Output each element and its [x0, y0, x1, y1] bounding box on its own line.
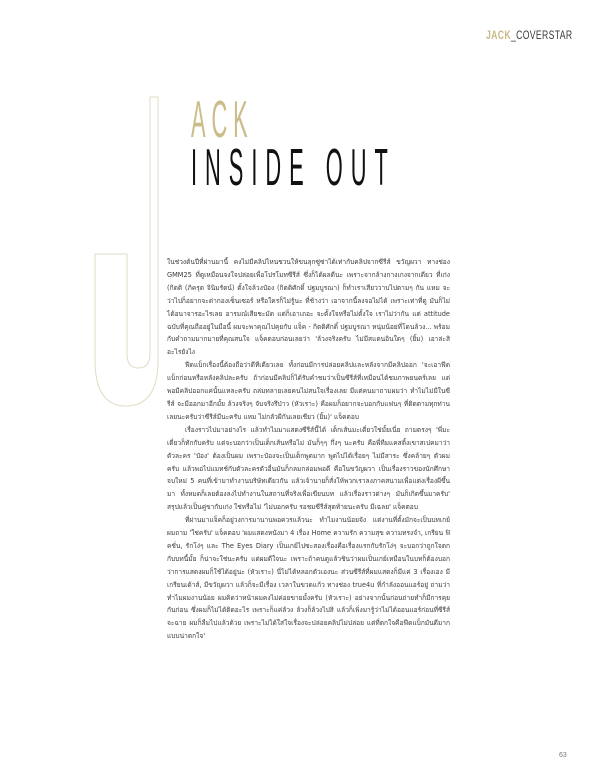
title-line-inside-out: INSIDE OUT: [191, 139, 396, 197]
section-label: [486, 28, 573, 42]
section-label-rest: _COVERSTAR: [510, 28, 573, 42]
article-paragraph: ฟีดแบ็กเรื่องนี้ต้องถือว่าดีทีเดียวเลย ทั้งก่อนมีการปล่อยคลิปและหลังจากมีคลิปออก 'จะเอาฟีดแบ็กก่อนหรือหลังคลิปละครับ ถ้าก่อนมีคลิปก็ได้รับคำชมว่าเป็นซีรีส์ที่เหมือนได้ชมภาพยนตร์เลย แต่พอมีคลิปออกแค่นั้นแหละครับ ถล่มทลายเลยคนไม่สนใจเรื่องเลย มีแต่คนมาถามผมว่า ทำไมไม่มีในซีรีส์ จะมีออกมาอีกมั้ย ล้วงจริงๆ จับจริงรึป่าว (หัวเราะ) คือผมก็อยากจะบอกกับแฟนๆ ที่ติดตามทุกท่านเลยนะครับว่าซีรีส์มีนะครับ แหม ไม่กลัวผีกันเลยเชียว (ยิ้ม)' แจ็คตอบ: [167, 361, 450, 421]
section-label-accent: JACK: [486, 28, 511, 42]
title-line-ack: ACK: [191, 91, 254, 149]
article-paragraph: ที่ผ่านมาแจ็คก็อยู่วงการมานานพอควรแล้วนะ ทำไมงานน้อยจัง แต่งานที่ตั้งมักจะเป็นบทเกย์ ผมถาม 'ใช่ครับ' แจ็คตอบ 'ผมแสดงหนังมา 4 เรื่อง Home ความรัก ความสุข ความทรงจำ, เกรียน ฟิคชั่น, รักโง่ๆ และ The Eyes Diary เป็นเกย์ไปซะสองเรื่องคือเรื่องแรกกับรักโง่ๆ จะบอกว่าถูกใจตกกับบทนี้มั้ย ก็น่าจะใช่นะครับ แต่ผมดีใจนะ เพราะถ้าคนดูแล้วชินว่าผมเป็นเกย์เหมือนในบทก็ต้องบอกว่าการแสดงผมก็ใช้ได้อยู่นะ (หัวเราะ) นี่ไม่ได้หลอกตัวเองนะ ส่วนซีรีส์ที่ผมแสดงก็มีแค่ 3 เรื่องเอง มีเกรียนเด้าส์, มีขวัญผวา แล้วก็จะมีเรื่อง เวลาในขวดแก้ว ทางช่อง true4u ที่กำลังออนแอร์อยู่ ถามว่าทำไมผมงานน้อย ผมคิดว่าหน้าผมคงไม่ค่อยขายมั้งครับ (หัวเราะ) อย่างจากนั้นก่อนถ่ายทำก็มีการคุยกันก่อน ซึ่งผมก็ไม่ได้ติดอะไร เพราะก็แค่ล้วง ล้วงก็ล้วงไปสิ แล้วก็เพิ่งมารู้ว่าไม่ได้ออนแอร์ก่อนที่ซีรีส์จะฉาย ผมก็ลืมไปแล้วด้วย เพราะไม่ได้ใส่ใจเรื่องจะปล่อยคลิปไม่ปล่อย แต่ที่ตกใจคือฟีดแบ็กมันดีมากแบบน่าตกใจ': [167, 516, 450, 641]
article-paragraph: เรื่องราวไปมาอย่างไร แล้วทำไมมาแสดงซีรีส์นี้ได้ เด็กเส้นมะเดี่ยวใช่มั้ยเนี่ย ถามตรงๆ 'พี่มะเดี่ยวก็ทักกับครับ แต่จะบอกว่าเป็นเด็กเส้นหรือไม่ มันก็ๆๆ กึ่งๆ นะครับ คือพี่ทีมแคสติ้งเขาสเปคมาว่าตัวละคร 'ป๋อง' ต้องเป็นผม เพราะป๋องจะเป็นเด็กพูดมาก พูดไปได้เรื่อยๆ ไม่มีสาระ ซึ่งคล้ายๆ ตัวผมครับ แล้วพอไปแมทช์กับตัวละครตัวอื่นมันก็กลมกล่อมพอดี คือในขวัญผวา เป็นเรื่องราวของนักศึกษาจบใหม่ 5 คนที่เข้ามาทำงานบริษัทเดียวกัน แล้วเจ้านายก็สั่งให้พวกเราลงภาคสนามเพื่อแต่งเรื่องผีขึ้นมา ทั้งหมดก็เลยต้องลงไปทำงานในสถานที่จริงเพื่อเขียนบท แล้วเรื่องราวต่างๆ มันก็เกิดขึ้นมาครับ' สรุปแล้วเป็นคู่ขากับเก่ง ใช่หรือไม่ 'ไม่บอกครับ รอชมซีรีส์สุดท้ายนะครับ มีเฉลย' แจ็คตอบ: [167, 425, 450, 512]
article-body: [167, 256, 450, 643]
article-paragraph: ในช่วงต้นปีที่ผ่านมานี้ คงไม่มีคลิปไหนชวนให้ขนลุกซู่ซ่าได้เท่ากับคลิปจากซีรีส์ ขวัญผวา ทางช่อง GMM25 ที่ดูเหมือนจงใจปล่อยเพื่อโปรโมทซีรีส์ ซึ่งก็ได้ผลดีนะ เพราะจากล้างกางเกงจากเดียว ที่เก่ง (กิตติ (ภิครุต จินิมรัตน์) ตั้งใจล้วงป๋อง (กิตติศักดิ์ ปฐมบูรณา) ก็ทำเราเสียววาบไปตามๆ กัน แหม จะว่าไปก็อยากจะด่ากองเซ็นเซอร์ หรือใครก็ไม่รู้นะ ที่ช้างว่า เอาจากนี้ลงจอไม่ได้ เพราะเท่าที่ดู มันก็ไม่ได้อนาจารอะไรเลย อารมณ์เสียชะมัด แต่ก็เอาเถอะ จะตั้งใจหรือไม่ตั้งใจ เราไม่ว่ากัน แต่ attitude ฉบับที่คุณถืออยู่ในมือนี้ ผมจะพาคุณไปคุยกับ แจ็ค - กิตติศักดิ์ ปฐมบูรณา หนุ่มน้อยที่โดนล้วง... พร้อมกับคำถามมากมายที่คุณสนใจ แจ็คตอบก่อนเลยว่า 'ล้วงจริงครับ ไม่มีสแตนอินใดๆ (ยิ้ม) เอาล่ะสิ อะไรยังไง: [167, 258, 450, 357]
page-number: 63: [559, 752, 567, 759]
